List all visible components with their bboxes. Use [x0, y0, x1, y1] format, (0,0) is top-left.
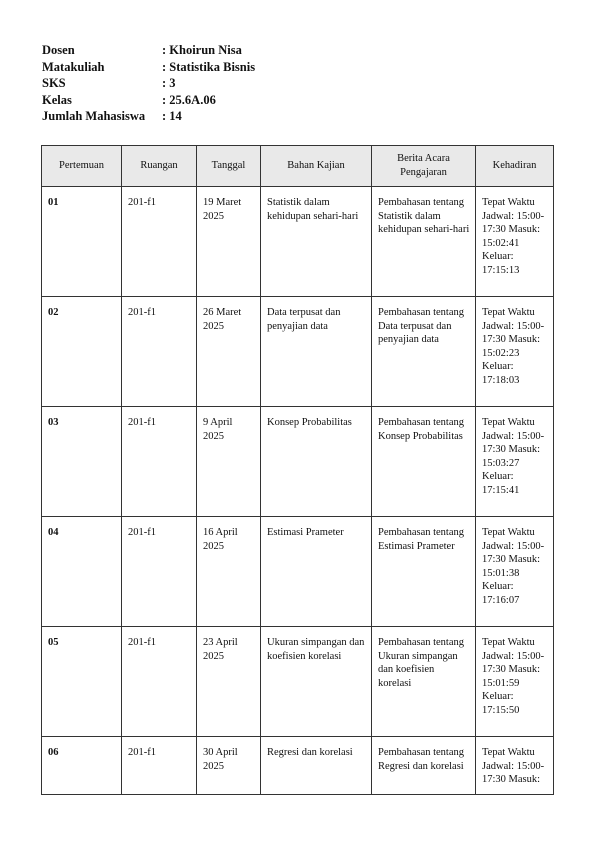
kehadiran-cell: Tepat Waktu Jadwal: 15:00-17:30 Masuk: 15:03:27 Keluar: 17:15:41	[476, 407, 554, 517]
column-header-pertemuan: Pertemuan	[42, 146, 122, 187]
attendance-table	[41, 145, 554, 795]
table-row	[42, 627, 554, 737]
matakuliah-label: Matakuliah	[42, 59, 105, 74]
kehadiran-cell: Tepat Waktu Jadwal: 15:00-17:30 Masuk:	[476, 737, 554, 795]
pertemuan-cell: 03	[42, 407, 122, 517]
pertemuan-cell: 04	[42, 517, 122, 627]
jumlah-mahasiswa-row	[42, 108, 255, 125]
bahan-kajian-cell: Estimasi Prameter	[261, 517, 372, 627]
pertemuan-cell: 06	[42, 737, 122, 795]
kelas-row	[42, 92, 255, 109]
tanggal-cell: 19 Maret 2025	[197, 187, 261, 297]
pertemuan-cell: 01	[42, 187, 122, 297]
bahan-kajian-cell: Ukuran simpangan dan koefisien korelasi	[261, 627, 372, 737]
column-header-ruangan: Ruangan	[122, 146, 197, 187]
column-header-bahan-kajian: Bahan Kajian	[261, 146, 372, 187]
table-row	[42, 187, 554, 297]
sks-label: SKS	[42, 76, 66, 90]
tanggal-cell: 26 Maret 2025	[197, 297, 261, 407]
berita-acara-cell: Pembahasan tentang Data terpusat dan penyajian data	[372, 297, 476, 407]
tanggal-cell: 16 April 2025	[197, 517, 261, 627]
ruangan-cell: 201-f1	[122, 737, 197, 795]
ruangan-cell: 201-f1	[122, 187, 197, 297]
kehadiran-cell: Tepat Waktu Jadwal: 15:00-17:30 Masuk: 15:02:41 Keluar: 17:15:13	[476, 187, 554, 297]
berita-acara-cell: Pembahasan tentang Ukuran simpangan dan koefisien korelasi	[372, 627, 476, 737]
table-header-row	[42, 146, 554, 187]
berita-acara-cell: Pembahasan tentang Regresi dan korelasi	[372, 737, 476, 795]
ruangan-cell: 201-f1	[122, 517, 197, 627]
kelas-value: : 25.6A.06	[162, 92, 216, 107]
dosen-row	[42, 42, 255, 59]
bahan-kajian-cell: Konsep Probabilitas	[261, 407, 372, 517]
kehadiran-cell: Tepat Waktu Jadwal: 15:00-17:30 Masuk: 15:02:23 Keluar: 17:18:03	[476, 297, 554, 407]
column-header-berita-acara: Berita Acara Pengajaran	[372, 146, 476, 187]
table-row	[42, 407, 554, 517]
tanggal-cell: 9 April 2025	[197, 407, 261, 517]
table-row	[42, 517, 554, 627]
ruangan-cell: 201-f1	[122, 297, 197, 407]
sks-value: : 3	[162, 76, 176, 90]
matakuliah-row	[42, 59, 255, 76]
ruangan-cell: 201-f1	[122, 407, 197, 517]
sks-row	[42, 75, 255, 92]
kehadiran-cell: Tepat Waktu Jadwal: 15:00-17:30 Masuk: 15:01:38 Keluar: 17:16:07	[476, 517, 554, 627]
berita-acara-cell: Pembahasan tentang Statistik dalam kehidupan sehari-hari	[372, 187, 476, 297]
pertemuan-cell: 05	[42, 627, 122, 737]
jumlah-mahasiswa-label: Jumlah Mahasiswa	[42, 109, 146, 123]
berita-acara-cell: Pembahasan tentang Estimasi Prameter	[372, 517, 476, 627]
berita-acara-cell: Pembahasan tentang Konsep Probabilitas	[372, 407, 476, 517]
dosen-value: : Khoirun Nisa	[162, 43, 242, 57]
column-header-kehadiran: Kehadiran	[476, 146, 554, 187]
table-row	[42, 297, 554, 407]
jumlah-mahasiswa-value: : 14	[162, 109, 182, 123]
tanggal-cell: 30 April 2025	[197, 737, 261, 795]
column-header-tanggal: Tanggal	[197, 146, 261, 187]
kehadiran-cell: Tepat Waktu Jadwal: 15:00-17:30 Masuk: 15:01:59 Keluar: 17:15:50	[476, 627, 554, 737]
ruangan-cell: 201-f1	[122, 627, 197, 737]
table-row	[42, 737, 554, 795]
kelas-label: Kelas	[42, 92, 72, 107]
bahan-kajian-cell: Data terpusat dan penyajian data	[261, 297, 372, 407]
bahan-kajian-cell: Statistik dalam kehidupan sehari-hari	[261, 187, 372, 297]
matakuliah-value: : Statistika Bisnis	[162, 59, 256, 74]
tanggal-cell: 23 April 2025	[197, 627, 261, 737]
course-info-header	[42, 42, 255, 125]
pertemuan-cell: 02	[42, 297, 122, 407]
bahan-kajian-cell: Regresi dan korelasi	[261, 737, 372, 795]
dosen-label: Dosen	[42, 43, 75, 57]
